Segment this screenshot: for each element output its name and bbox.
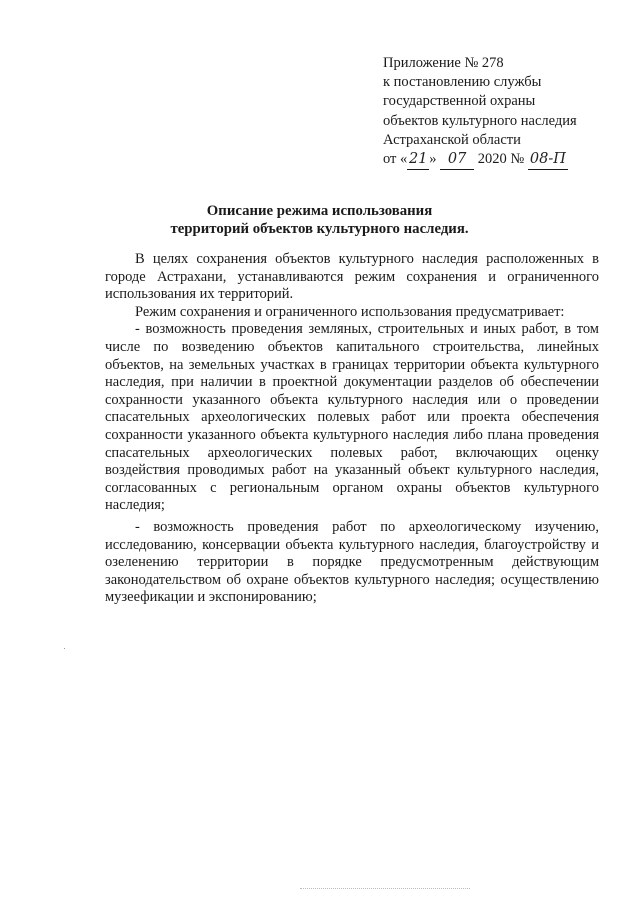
scan-artifact-line	[300, 888, 470, 890]
annex-header	[383, 54, 577, 170]
annex-line-3: государственной охраны	[383, 93, 536, 110]
scan-mark	[64, 648, 65, 649]
paragraph-regime: Режим сохранения и ограниченного использования предусматривает:	[135, 303, 565, 320]
annex-date-line	[383, 150, 577, 170]
document-number: 08-П	[528, 150, 568, 170]
date-day: 21	[407, 150, 429, 170]
annex-line-5: Астраханской области	[383, 131, 521, 148]
date-year: 2020 №	[477, 151, 525, 168]
list-item-earthworks: - возможность проведения земляных, строительных и иных работ, в том числе по возведению объектов капитального строительства, линейных объектов, на земельных участках в границах территории объекта культурного наследия, при наличии в проектной документации разделов об обеспечении сохранности указанного объекта культурного наследия или о проведении спасательных археологических полевых работ или проекта обеспечения сохранности указанного объекта культурного наследия либо плана проведения спасательных археологических полевых работ, включающих оценку воздействия проводимых работ на указанный объект культурного наследия, согласованных с региональным органом охраны объектов культурного наследия;	[105, 321, 599, 514]
document-title	[0, 202, 639, 238]
annex-line-2: к постановлению службы	[383, 74, 542, 91]
annex-line-4: объектов культурного наследия	[383, 112, 577, 129]
document-body	[105, 251, 599, 607]
title-line-1: Описание режима использования	[206, 203, 433, 219]
list-item-archaeology: - возможность проведения работ по археологическому изучению, исследованию, консервации объекта культурного наследия, благоустройству и озеленению территории в порядке предусмотренным действующим законодательством об охране объектов культурного наследия; осуществлению музеефикации и экспонированию;	[105, 518, 599, 606]
date-mid: »	[429, 151, 437, 168]
date-prefix: от «	[383, 151, 408, 168]
date-month: 07	[440, 150, 474, 170]
title-line-2: территорий объектов культурного наследия.	[170, 221, 469, 237]
paragraph-intro: В целях сохранения объектов культурного наследия расположенных в городе Астрахани, устанавливаются режим сохранения и ограниченного использования их территорий.	[105, 251, 599, 303]
annex-number: Приложение № 278	[383, 55, 504, 71]
